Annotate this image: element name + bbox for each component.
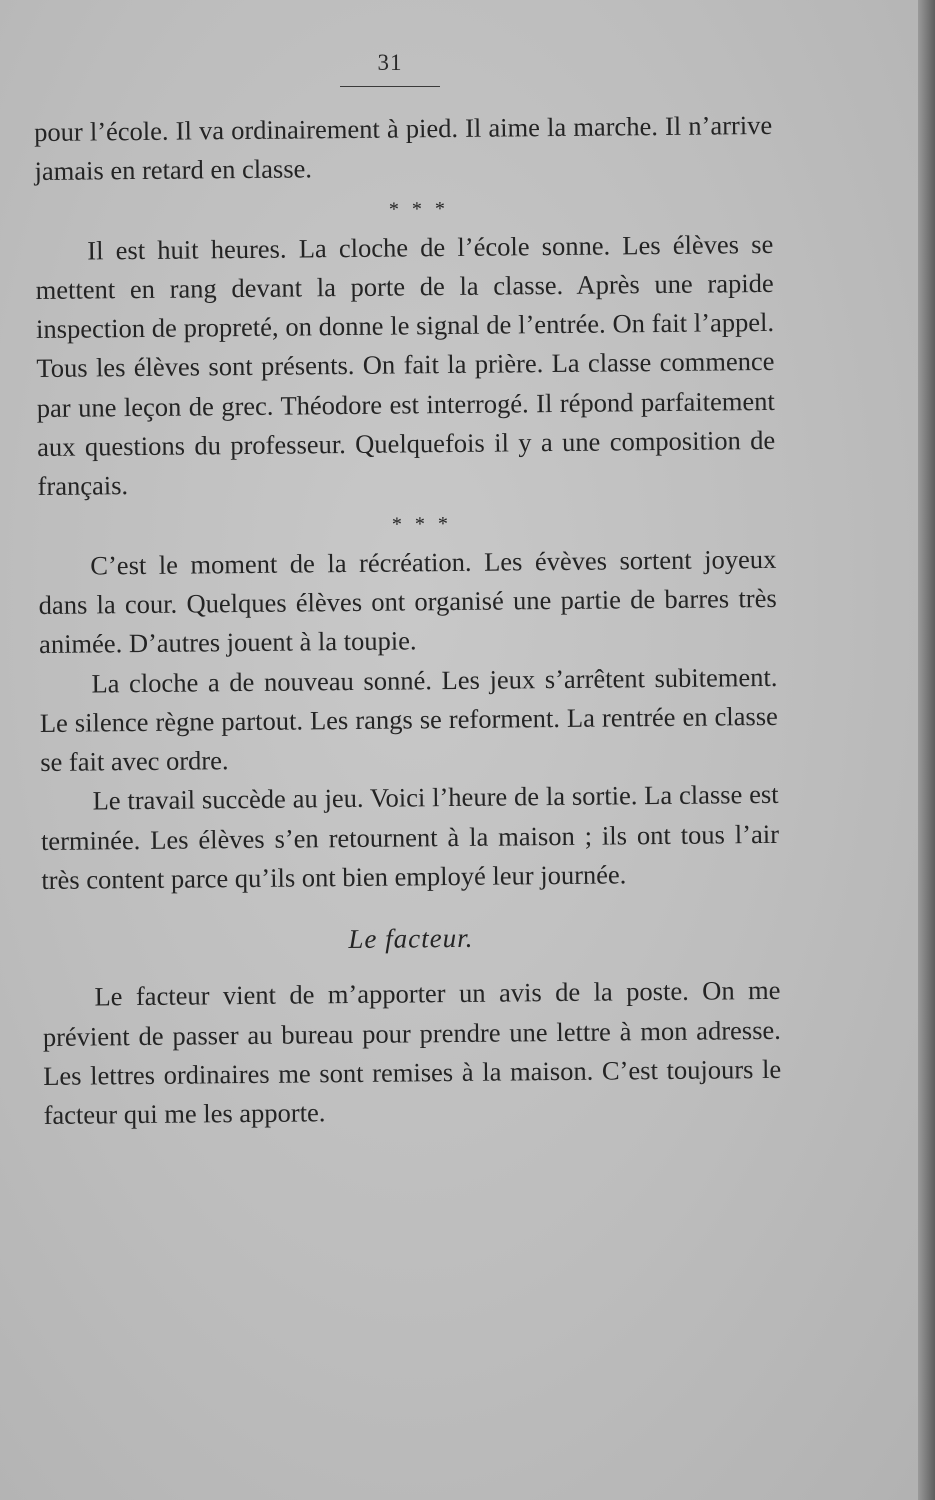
page-text	[34, 106, 782, 1136]
page-edge-shadow	[918, 0, 935, 1500]
paragraph-bell-rings: La cloche a de nouveau sonné. Les jeux s’arrêtent subitement. Le silence règne partout. Les rangs se reforment. La rentrée en classe se fait avec ordre.	[39, 661, 778, 778]
paragraph-continuation: pour l’école. Il va ordinairement à pied. Il aime la marche. Il n’arrive jamais en retard en classe.	[34, 109, 773, 187]
section-separator: * * *	[391, 512, 453, 536]
paragraph-recreation: C’est le moment de la récréation. Les évèves sortent joyeux dans la cour. Quelques élèves ont organisé une partie de barres très animée. D’autres jouent à la toupie.	[38, 543, 777, 660]
page-number-rule	[340, 86, 440, 87]
page-number: 31	[377, 50, 403, 75]
section-separator: * * *	[388, 197, 450, 221]
section-heading: Le facteur.	[348, 923, 474, 955]
paragraph-end-of-class: Le travail succède au jeu. Voici l’heure de la sortie. La classe est terminée. Les élèves s’en retournent à la maison ; ils ont tous l’air très content parce qu’ils ont bien employé leur journée.	[40, 779, 780, 896]
paragraph-morning-class: Il est huit heures. La cloche de l’école sonne. Les élèves se mettent en rang devant la porte de la classe. Après une rapide inspection de propreté, on donne le signal de l’entrée. On fait l’appel. Tous les élèves sont présents. On fait la prière. La classe commence par une leçon de grec. Théodore est interrogé. Il répond parfaitement aux questions du professeur. Quelquefois il y a une composition de français.	[35, 228, 776, 502]
paragraph-postman: Le facteur vient de m’apporter un avis de la poste. On me prévient de passer au bureau pour prendre une lettre à mon adresse. Les lettres ordinaires me sont remises à la maison. C’est toujours le facteur qui me les apporte.	[42, 975, 782, 1131]
